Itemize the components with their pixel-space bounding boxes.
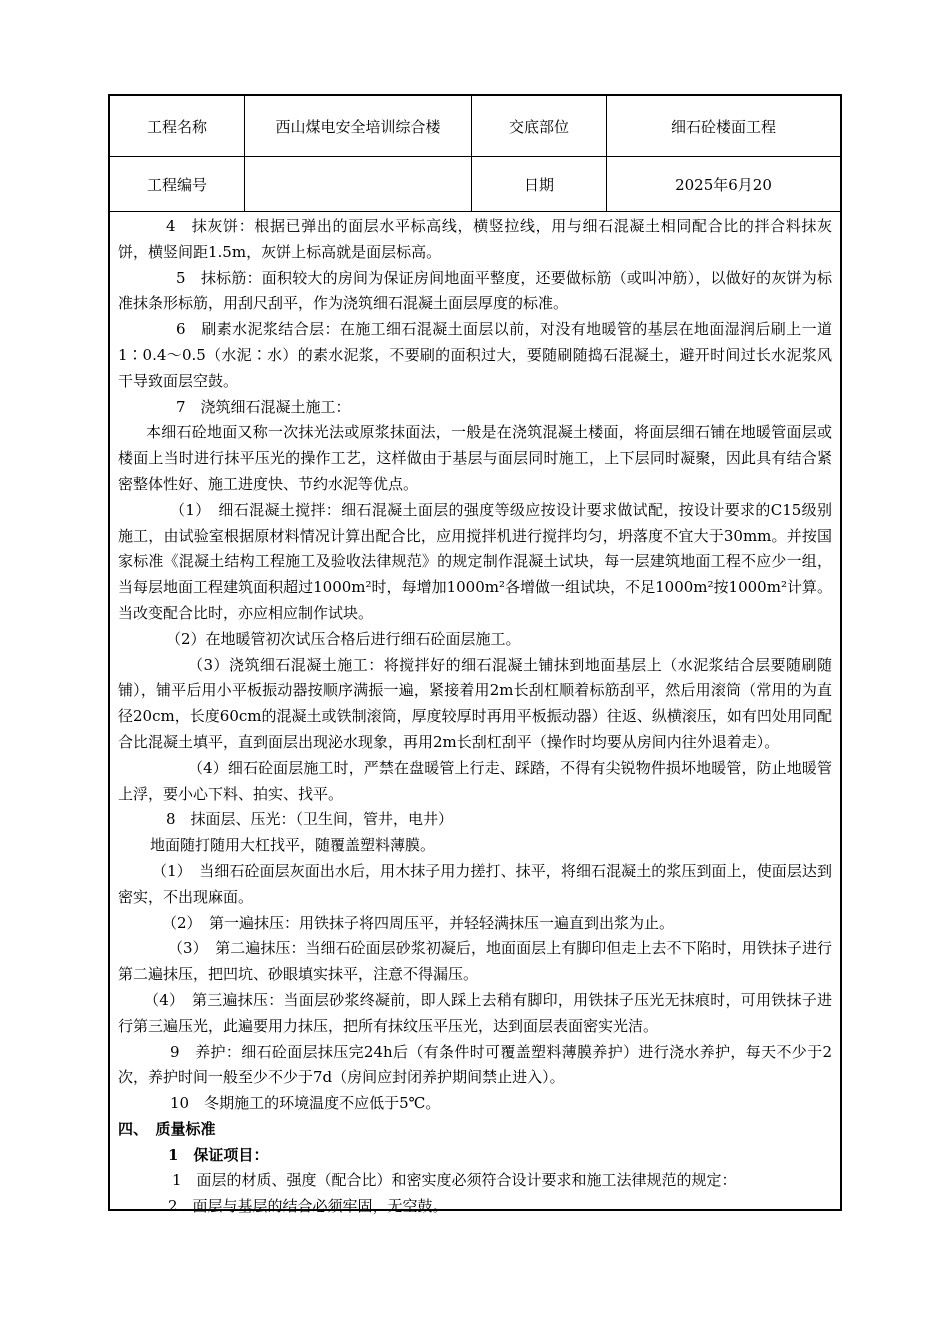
date-value: 2025年6月20 <box>675 175 772 194</box>
paragraph: （3）浇筑细石混凝土施工：将搅拌好的细石混凝土铺抹到地面基层上（水泥浆结合层要随刷随铺），铺平后用小平板振动器按顺序满振一遍，紧接着用2m长刮杠顺着标筋刮平，然后用滚筒（常用的为直径20cm，长度60cm的混凝土或铁制滚筒，厚度较厚时再用平板振动器）往返、纵横滚压，如有凹处用同配合比混凝土填平，直到面层出现泌水现象，再用2m长刮杠刮平（操作时均要从房间内往外退着走）。 <box>118 655 832 751</box>
paragraph: 地面随打随用大杠找平，随覆盖塑料薄膜。 <box>150 836 436 855</box>
paragraph: 1 面层的材质、强度（配合比）和密实度必须符合设计要求和施工法律规范的规定： <box>172 1171 737 1190</box>
paragraph: 2 面层与基层的结合必须牢固，无空鼓。 <box>168 1197 448 1216</box>
location-value: 细石砼楼面工程 <box>670 117 776 136</box>
location-label: 交底部位 <box>472 96 607 156</box>
paragraph: 本细石砼地面又称一次抹光法或原浆抹面法，一般是在浇筑混凝土楼面，将面层细石铺在地暖管面层或楼面上当时进行抹平压光的操作工艺，这样做由于基层与面层同时施工，上下层同时凝聚，因此具有结合紧密整体性好、施工进度快、节约水泥等优点。 <box>118 423 832 493</box>
body-text <box>118 214 832 1220</box>
paragraph: 6 刷素水泥浆结合层：在施工细石混凝土面层以前，对没有地暖管的基层在地面湿润后刷上一道1∶0.4～0.5（水泥∶水）的素水泥浆，不要刷的面积过大，要随刷随捣石混凝土，避开时间过长水泥浆风干导致面层空鼓。 <box>118 320 832 390</box>
paragraph: 9 养护：细石砼面层抹压完24h后（有条件时可覆盖塑料薄膜养护）进行浇水养护，每天不少于2次，养护时间一般至少不少于7d（房间应封闭养护期间禁止进入）。 <box>118 1042 832 1087</box>
paragraph: （3） 第二遍抹压：当细石砼面层砂浆初凝后，地面面层上有脚印但走上去不下陷时，用铁抹子进行第二遍抹压，把凹坑、砂眼填实抹平，注意不得漏压。 <box>118 939 832 984</box>
disclosure-table <box>108 94 842 1216</box>
paragraph: 10 冬期施工的环境温度不应低于5℃。 <box>170 1094 441 1113</box>
paragraph: （4） 第三遍抹压：当面层砂浆终凝前，即人踩上去稍有脚印，用铁抹子压光无抹痕时，可用铁抹子进行第三遍压光，此遍要用力抹压，把所有抹纹压平压光，达到面层表面密实光洁。 <box>118 990 832 1035</box>
date-label: 日期 <box>472 157 607 211</box>
header-row-1 <box>110 96 840 157</box>
paragraph: 5 抹标筋：面积较大的房间为保证房间地面平整度，还要做标筋（或叫冲筋），以做好的灰饼为标准抹条形标筋，用刮尺刮平，作为浇筑细石混凝土面层厚度的标准。 <box>118 268 832 313</box>
header-row-2 <box>110 157 840 212</box>
project-no-value <box>245 157 472 211</box>
project-name-value: 西山煤电安全培训综合楼 <box>245 96 472 156</box>
paragraph: （1） 当细石砼面层灰面出水后，用木抹子用力搓打、抹平，将细石混凝土的浆压到面上，使面层达到密实，不出现麻面。 <box>118 861 832 906</box>
paragraph: （4）细石砼面层施工时，严禁在盘暖管上行走、踩踏，不得有尖锐物件损坏地暖管，防止地暖管上浮，要小心下料、拍实、找平。 <box>118 758 832 803</box>
project-name-label: 工程名称 <box>110 96 245 156</box>
paragraph: （1） 细石混凝土搅拌：细石混凝土面层的强度等级应按设计要求做试配，按设计要求的C15级别施工，由试验室根据原材料情况计算出配合比，应用搅拌机进行搅拌均匀，坍落度不宜大于30mm。并按国家标准《混凝土结构工程施工及验收法律规范》的规定制作混凝土试块，每一层建筑地面工程不应少一组，当每层地面工程建筑面积超过1000m²时，每增加1000m²各增做一组试块，不足1000m²按1000m²计算。当改变配合比时，亦应相应制作试块。 <box>118 500 832 622</box>
project-no-label: 工程编号 <box>110 157 245 211</box>
paragraph: （2）在地暖管初次试压合格后进行细石砼面层施工。 <box>166 629 521 648</box>
paragraph: 8 抹面层、压光：（卫生间，管井，电井） <box>166 810 454 829</box>
section-heading: 四、 质量标准 <box>118 1119 216 1138</box>
section-heading: 1 保证项目： <box>168 1145 269 1164</box>
paragraph: 7 浇筑细石混凝土施工： <box>176 397 351 416</box>
paragraph: （2） 第一遍抹压：用铁抹子将四周压平，并轻轻满抹压一遍直到出浆为止。 <box>162 913 675 932</box>
paragraph: 4 抹灰饼：根据已弹出的面层水平标高线，横竖拉线，用与细石混凝土相同配合比的拌合料抹灰饼，横竖间距1.5m，灰饼上标高就是面层标高。 <box>118 217 832 261</box>
